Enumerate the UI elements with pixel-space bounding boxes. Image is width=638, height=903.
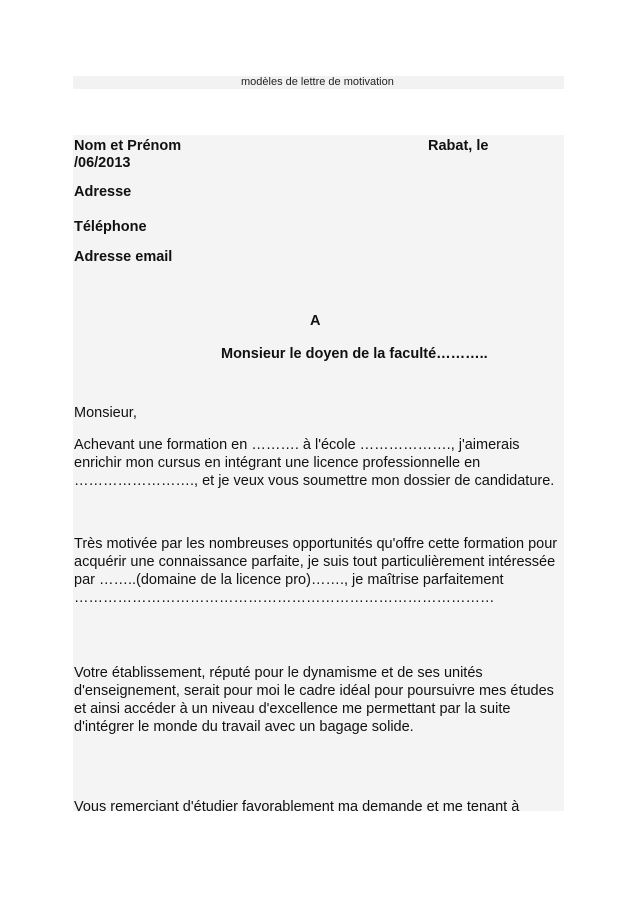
paragraph-3-line: d'enseignement, serait pour moi le cadre idéal pour poursuivre mes études (74, 683, 554, 699)
sender-address-label: Adresse (74, 184, 132, 200)
document-header-title: modèles de lettre de motivation (241, 76, 394, 88)
paragraph-2-line: Très motivée par les nombreuses opportunités qu'offre cette formation pour (74, 536, 558, 552)
recipient-prefix: A (310, 313, 321, 329)
sender-name-label: Nom et Prénom (74, 138, 182, 154)
recipient-name: Monsieur le doyen de la faculté……….. (221, 346, 488, 362)
paragraph-3-line: Votre établissement, réputé pour le dynamisme et de ses unités (74, 665, 483, 681)
paragraph-1-line: enrichir mon cursus en intégrant une licence professionnelle en (74, 455, 481, 471)
paragraph-3-line: et ainsi accéder à un niveau d'excellence me permettant par la suite (74, 701, 511, 717)
letter-date: /06/2013 (74, 155, 131, 171)
paragraph-2-line: …………………………………………………………………………… (74, 590, 495, 606)
paragraph-1-line: Achevant une formation en ………. à l'école ………………., j'aimerais (74, 437, 520, 453)
paragraph-3-line: d'intégrer le monde du travail avec un bagage solide. (74, 719, 414, 735)
sender-email-label: Adresse email (74, 249, 173, 265)
paragraph-2-line: acquérir une connaissance parfaite, je suis tout particulièrement intéressée (74, 554, 556, 570)
sender-phone-label: Téléphone (74, 219, 147, 235)
paragraph-2-line: par ……..(domaine de la licence pro)……., je maîtrise parfaitement (74, 572, 504, 588)
document-header (73, 76, 564, 89)
place-date: Rabat, le (428, 138, 489, 154)
salutation: Monsieur, (74, 405, 137, 421)
paragraph-4-line: Vous remerciant d'étudier favorablement ma demande et me tenant à (74, 799, 520, 815)
paragraph-1-line: ……………………., et je veux vous soumettre mon dossier de candidature. (74, 473, 555, 489)
